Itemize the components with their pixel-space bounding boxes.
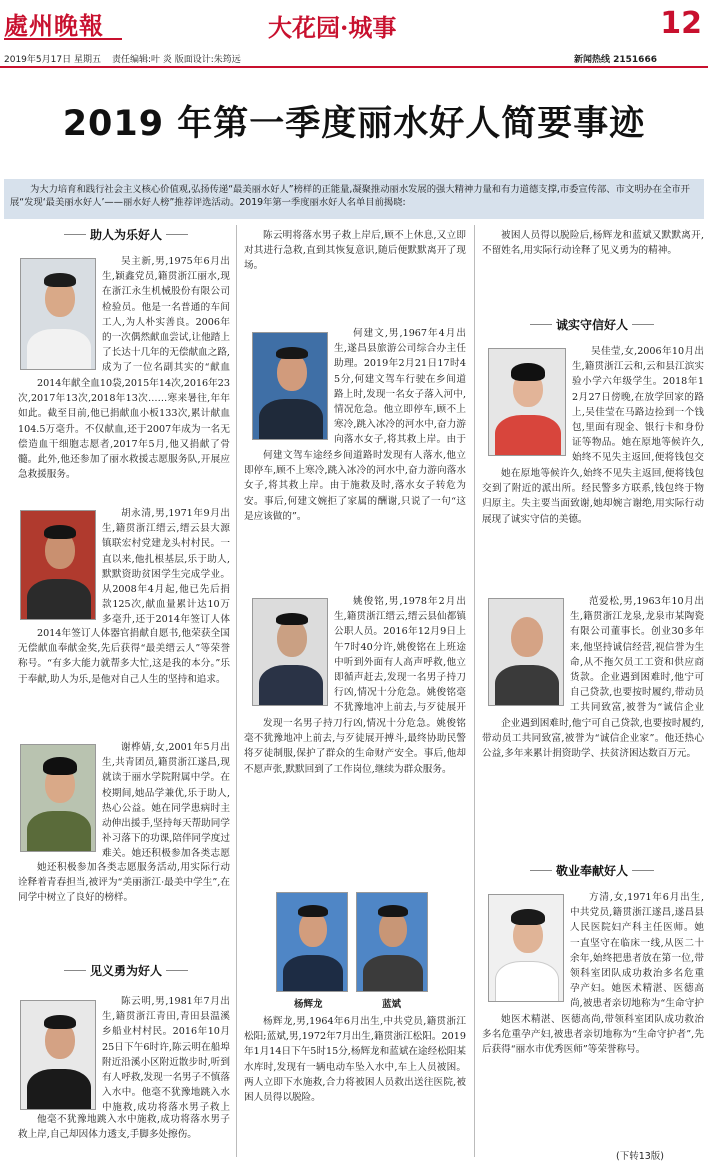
column-divider [474,225,475,1157]
entry-text-continued: 发现一名男子持刀行凶,情况十分危急。姚俊铭毫不犹豫地冲上前去,与歹徒展开搏斗,最终协助民警将歹徒制服,保护了群众的生命财产安全。事后,他却不愿声张,默默回到了工作岗位,继续为群众服务。 [244,718,466,775]
entry-text-continued: 何建文驾车途经乡间道路时发现有人落水,他立即停车,顾不上寒冷,跳入冰冷的河水中,奋力游向落水女子,将其救上岸。由于施救及时,落水女子转危为安。事后,何建文婉拒了家属的酬谢,只说了一句“这是应该做的”。 [244,450,466,522]
entry-text: 谢桦婧,女,2001年5月出生,共青团员,籍贯浙江遂昌,现就读于丽水学院附属中学。在校期间,她品学兼优,乐于助人,热心公益。她在同学患病时主动伸出援手,坚持每天帮助同学补习落下的功课,陪伴同学度过难关。她还积极参加各类志愿 [102,742,230,860]
entry-text-continued: 2014年献全血10袋,2015年14次,2016年23次,2017年13次,2018年13次……寒来暑往,年年如此。截至目前,他已捐献血小板133次,累计献血104.5万毫升。不仅献血,还于2007年成为一名无偿造血干细胞志愿者,2017年5月,他又捐献了骨髓。此外,他还参加了丽水救援志愿服务队,开展应急救援服务。 [18,378,230,481]
portrait-photo-yang [276,892,348,992]
newspaper-logo: 處州晚報 [4,6,122,40]
entry-text: 范爱松,男,1963年10月出生,籍贯浙江龙泉,龙泉市某陶瓷有限公司董事长。创业30多年来,他坚持诚信经营,视信誉为生命,从不拖欠员工工资和供应商货款。企业遇到困难时,他宁可自己贷款,也要按时履约,带动员工共同致富,被誉为“诚信企业 [570,596,704,714]
portrait-photo [20,510,96,620]
portrait-photo [488,598,564,706]
masthead-divider [0,66,708,68]
portrait-photo [252,332,328,440]
photo-caption: 蓝斌 [382,999,402,1010]
portrait-photo [20,1000,96,1110]
section-heading-honest: 诚实守信好人 [530,316,654,332]
entry-text: 胡永清,男,1971年9月出生,籍贯浙江缙云,缙云县大源镇联宏村党建龙头村村民。一直以来,他扎根基层,乐于助人,默默资助贫困学生完成学业。从2008年4月起,他已先后捐款125次,献血量累计达10万多毫升,还于2014年签订人体 [102,508,230,626]
entry-text-continued: 她在原地等候许久,始终不见失主返回,便将钱包交到了附近的派出所。经民警多方联系,钱包终于物归原主。失主要当面致谢,她却婉言谢绝,用实际行动展现了诚实守信的美德。 [482,468,704,525]
portrait-photo-lan [356,892,428,992]
editor-credit: 责任编辑:叶 炎 版面设计:朱筠远 [112,55,241,65]
section-heading-brave: 见义勇为好人 [64,962,188,978]
entry-text-continued: 他毫不犹豫地跳入水中施救,成功将落水男子救上岸,自己却因体力透支,手脚多处擦伤。 [18,1114,230,1141]
entry-text-continued: 她还积极参加各类志愿服务活动,用实际行动诠释着青春担当,被评为“美丽浙江·最美中学生”,在同学中树立了良好的榜样。 [18,862,230,904]
entry-text-continued: 2014年签订人体器官捐献自愿书,他荣获全国无偿献血奉献金奖,先后获得“最美缙云人”等荣誉称号。“有多大能力就帮多大忙,这是我的本分。”乐于奉献,助人为乐,是他对自己人生的坚持和追求。 [18,628,230,685]
entry-text: 陈云明,男,1981年7月出生,籍贯浙江青田,青田县温溪乡船业村村民。2016年10月25日下午6时许,陈云明在船埠附近沿溪小区附近散步时,听到有人呼救,发现一名男子不慎落入水中。他毫不犹豫地跳入水中施救,成功将落水男子救上 [102,996,230,1112]
entry-text: 杨辉龙,男,1964年6月出生,中共党员,籍贯浙江松阳;蓝斌,男,1972年7月出生,籍贯浙江松阳。2019年1月14日下午5时15分,杨辉龙和蓝斌在途经松阳某水库时,发现有一辆电动车坠入水中,车上人员被困。两人立即下水施救,合力将被困人员救出送往医院,被困人员得以脱险。 [244,1016,466,1104]
entry-text-continued: 企业遇到困难时,他宁可自己贷款,也要按时履约,带动员工共同致富,被誉为“诚信企业家”。他还热心公益,多年来累计捐资助学、扶贫济困达数百万元。 [482,718,704,760]
news-hotline: 新闻热线 2151666 [574,55,657,65]
photo-caption: 杨辉龙 [294,999,323,1010]
portrait-photo [488,348,566,456]
issue-date: 2019年5月17日 星期五 [4,55,101,65]
entry-text-continued: 她医术精湛、医德高尚,带领科室团队成功救治多名危重孕产妇,被患者亲切地称为“生命守护者”,先后获得“丽水市优秀医师”等荣誉称号。 [482,1014,704,1056]
masthead [0,0,708,65]
entry-text: 吴主新,男,1975年6月出生,颖鑫党员,籍贯浙江丽水,现在浙江永生机械股份有限公司检验员。他是一名普通的车间工人,为人朴实善良。2006年的一次偶然献血尝试,让他踏上了长达十几年的无偿献血之路,成为了一位名副其实的“献血 [102,256,230,374]
section-heading-help: 助人为乐好人 [64,226,188,242]
page-headline: 2019 年第一季度丽水好人简要事迹 [62,104,646,144]
section-heading-dedication: 敬业奉献好人 [530,862,654,878]
entry-text: 姚俊铭,男,1978年2月出生,籍贯浙江缙云,缙云县仙都镇公职人员。2016年12月9日上午7时40分许,姚俊铭在上班途中听到外面有人高声呼救,他立即循声赶去,发现一名男子持刀行凶,情况十分危急。姚俊铭毫不犹豫地冲上前去,与歹徒展开 [334,596,466,714]
portrait-photo [20,744,96,852]
entry-text-continued: 被困人员得以脱险后,杨辉龙和蓝斌又默默离开,不留姓名,用实际行动诠释了见义勇为的精神。 [482,230,704,257]
entry-text: 吴佳莹,女,2006年10月出生,籍贯浙江云和,云和县江滨实验小学六年级学生。2018年12月27日傍晚,在放学回家的路上,吴佳莹在马路边捡到一个钱包,里面有现金、银行卡和身份证等物品。她在原地等候许久,始终不见失主返回,便将钱包交 [572,346,704,464]
portrait-photo [252,598,328,706]
section-title: 大花园·城事 [268,13,397,42]
page-number: 12 [660,6,702,41]
entry-text-continued: 陈云明将落水男子救上岸后,顾不上休息,又立即对其进行急救,直到其恢复意识,随后便默默离开了现场。 [244,230,466,272]
portrait-photo [20,258,96,370]
entry-text: 方清,女,1971年6月出生,中共党员,籍贯浙江遂昌,遂昌县人民医院妇产科主任医师。她一直坚守在临床一线,从医二十余年,始终把患者放在第一位,带领科室团队成功救治多名危重孕产妇。她医术精湛、医德高尚,被患者亲切地称为“生命守护 [570,892,704,1010]
column-divider [236,225,237,1157]
continued-note: (下转13版) [615,1151,664,1162]
intro-paragraph: 为大力培育和践行社会主义核心价值观,弘扬传递“最美丽水好人”榜样的正能量,凝聚推动丽水发展的强大精神力量和有力道德支撑,市委宣传部、市文明办在全市开展“发现‘最美丽水好人’——丽水好人榜”推荐评选活动。2019年第一季度丽水好人名单目前揭晓: [4,179,704,219]
portrait-photo [488,894,564,1002]
entry-text: 何建文,男,1967年4月出生,遂昌县旅游公司综合办主任助理。2019年2月21日17时45分,何建文驾车行驶在乡间道路上时,发现一名女子落入河中,情况危急。他立即停车,顾不上寒冷,跳入冰冷的河水中,奋力游向落水女子,将其救上岸。由于 [334,328,466,446]
